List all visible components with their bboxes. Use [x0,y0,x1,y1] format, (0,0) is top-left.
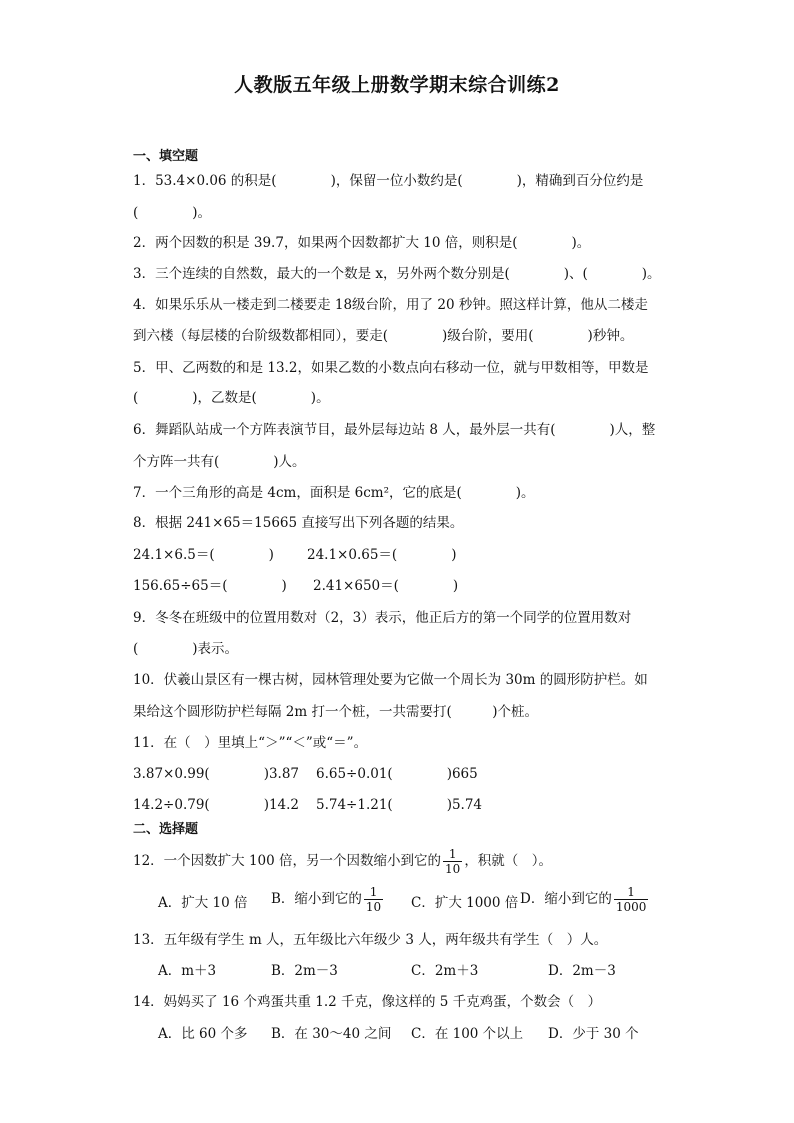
question-13-option-a[interactable]: A．m＋3 [158,963,217,979]
question-13: 13．五年级有学生 m 人，五年级比六年级少 3 人，两年级共有学生（ ）人。 [133,932,608,948]
question-4-line-2: 到六楼（每层楼的台阶级数都相同），要走( )级台阶，要用( )秒钟。 [133,328,634,344]
question-10-line-2: 果给这个圆形防护栏每隔 2m 打一个桩，一共需要打( )个桩。 [133,704,539,720]
fraction-1-10 [443,847,462,876]
question-6-line-2: 个方阵一共有( )人。 [133,454,306,470]
question-1-line-2: ( )。 [133,205,212,221]
question-11-item-3: 14.2÷0.79( )14.2 [133,797,300,813]
question-3: 3．三个连续的自然数，最大的一个数是 x，另外两个数分别是( )、( )。 [133,266,661,282]
question-8-item-4: 2.41×650＝( ) [313,578,459,594]
question-12-option-c[interactable]: C．扩大 1000 倍 [411,895,519,911]
question-13-option-c[interactable]: C．2m＋3 [411,963,479,979]
question-5-line-1: 5．甲、乙两数的和是 13.2，如果乙数的小数点向右移动一位，就与甲数相等，甲数是 [133,360,649,376]
question-4-line-1: 4．如果乐乐从一楼走到二楼要走 18级台阶，用了 20 秒钟。照这样计算，他从二楼走 [133,297,648,313]
option-b-text: B．缩小到它的 [271,891,362,907]
question-14: 14．妈妈买了 16 个鸡蛋共重 1.2 千克，像这样的 5 千克鸡蛋，个数会（ ） [133,994,602,1010]
fraction-numerator: 1 [443,847,462,862]
page-title: 人教版五年级上册数学期末综合训练2 [234,74,560,96]
question-6-line-1: 6．舞蹈队站成一个方阵表演节目，最外层每边站 8 人，最外层一共有( )人，整 [133,422,656,438]
question-9-line-1: 9．冬冬在班级中的位置用数对（2，3）表示，他正后方的第一个同学的位置用数对 [133,610,632,626]
question-8-item-2: 24.1×0.65＝( ) [307,547,457,563]
question-10-line-1: 10．伏羲山景区有一棵古树，园林管理处要为它做一个周长为 30m 的圆形防护栏。如 [133,672,648,688]
question-12 [133,847,552,876]
question-12-text-post: ，积就（ ）。 [464,853,553,869]
fraction-1-10 [364,885,383,914]
question-14-option-c[interactable]: C．在 100 个以上 [411,1026,524,1042]
question-7: 7．一个三角形的高是 4cm，面积是 6cm²，它的底是( )。 [133,485,535,501]
section-multiple-choice: 二、选择题 [133,822,199,837]
fraction-denominator: 10 [365,900,382,914]
question-12-option-a[interactable]: A．扩大 10 倍 [158,895,248,911]
question-11: 11．在（ ）里填上“＞”“＜”或“＝”。 [133,735,368,751]
question-13-option-b[interactable]: B．2m－3 [271,963,338,979]
question-8-item-3: 156.65÷65＝( ) [133,578,287,594]
question-14-option-a[interactable]: A．比 60 个多 [158,1026,248,1042]
question-8: 8．根据 241×65＝15665 直接写出下列各题的结果。 [133,515,464,531]
question-5-line-2: ( )，乙数是( )。 [133,390,330,406]
section-fill-blank: 一、填空题 [133,149,199,164]
fraction-numerator: 1 [364,885,383,900]
fraction-numerator: 1 [614,885,649,900]
question-12-option-d[interactable] [520,885,650,914]
question-13-option-d[interactable]: D．2m－3 [548,963,616,979]
question-8-item-1: 24.1×6.5＝( ) [133,547,274,563]
question-12-option-b[interactable] [271,885,385,914]
question-9-line-2: ( )表示。 [133,641,239,657]
question-11-item-2: 6.65÷0.01( )665 [316,766,478,782]
question-12-text-pre: 12．一个因数扩大 100 倍，另一个因数缩小到它的 [133,853,442,869]
fraction-denominator: 10 [445,862,461,876]
question-11-item-4: 5.74÷1.21( )5.74 [316,797,483,813]
question-14-option-d[interactable]: D．少于 30 个 [548,1026,639,1042]
question-14-option-b[interactable]: B．在 30～40 之间 [271,1026,392,1042]
question-11-item-1: 3.87×0.99( )3.87 [133,766,300,782]
question-2: 2．两个因数的积是 39.7，如果两个因数都扩大 10 倍，则积是( )。 [133,235,591,251]
question-1-line-1: 1．53.4×0.06 的积是( )，保留一位小数约是( )，精确到百分位约是 [133,173,644,189]
option-d-text: D．缩小到它的 [520,891,612,907]
fraction-1-1000 [614,885,649,914]
fraction-denominator: 1000 [615,900,647,914]
